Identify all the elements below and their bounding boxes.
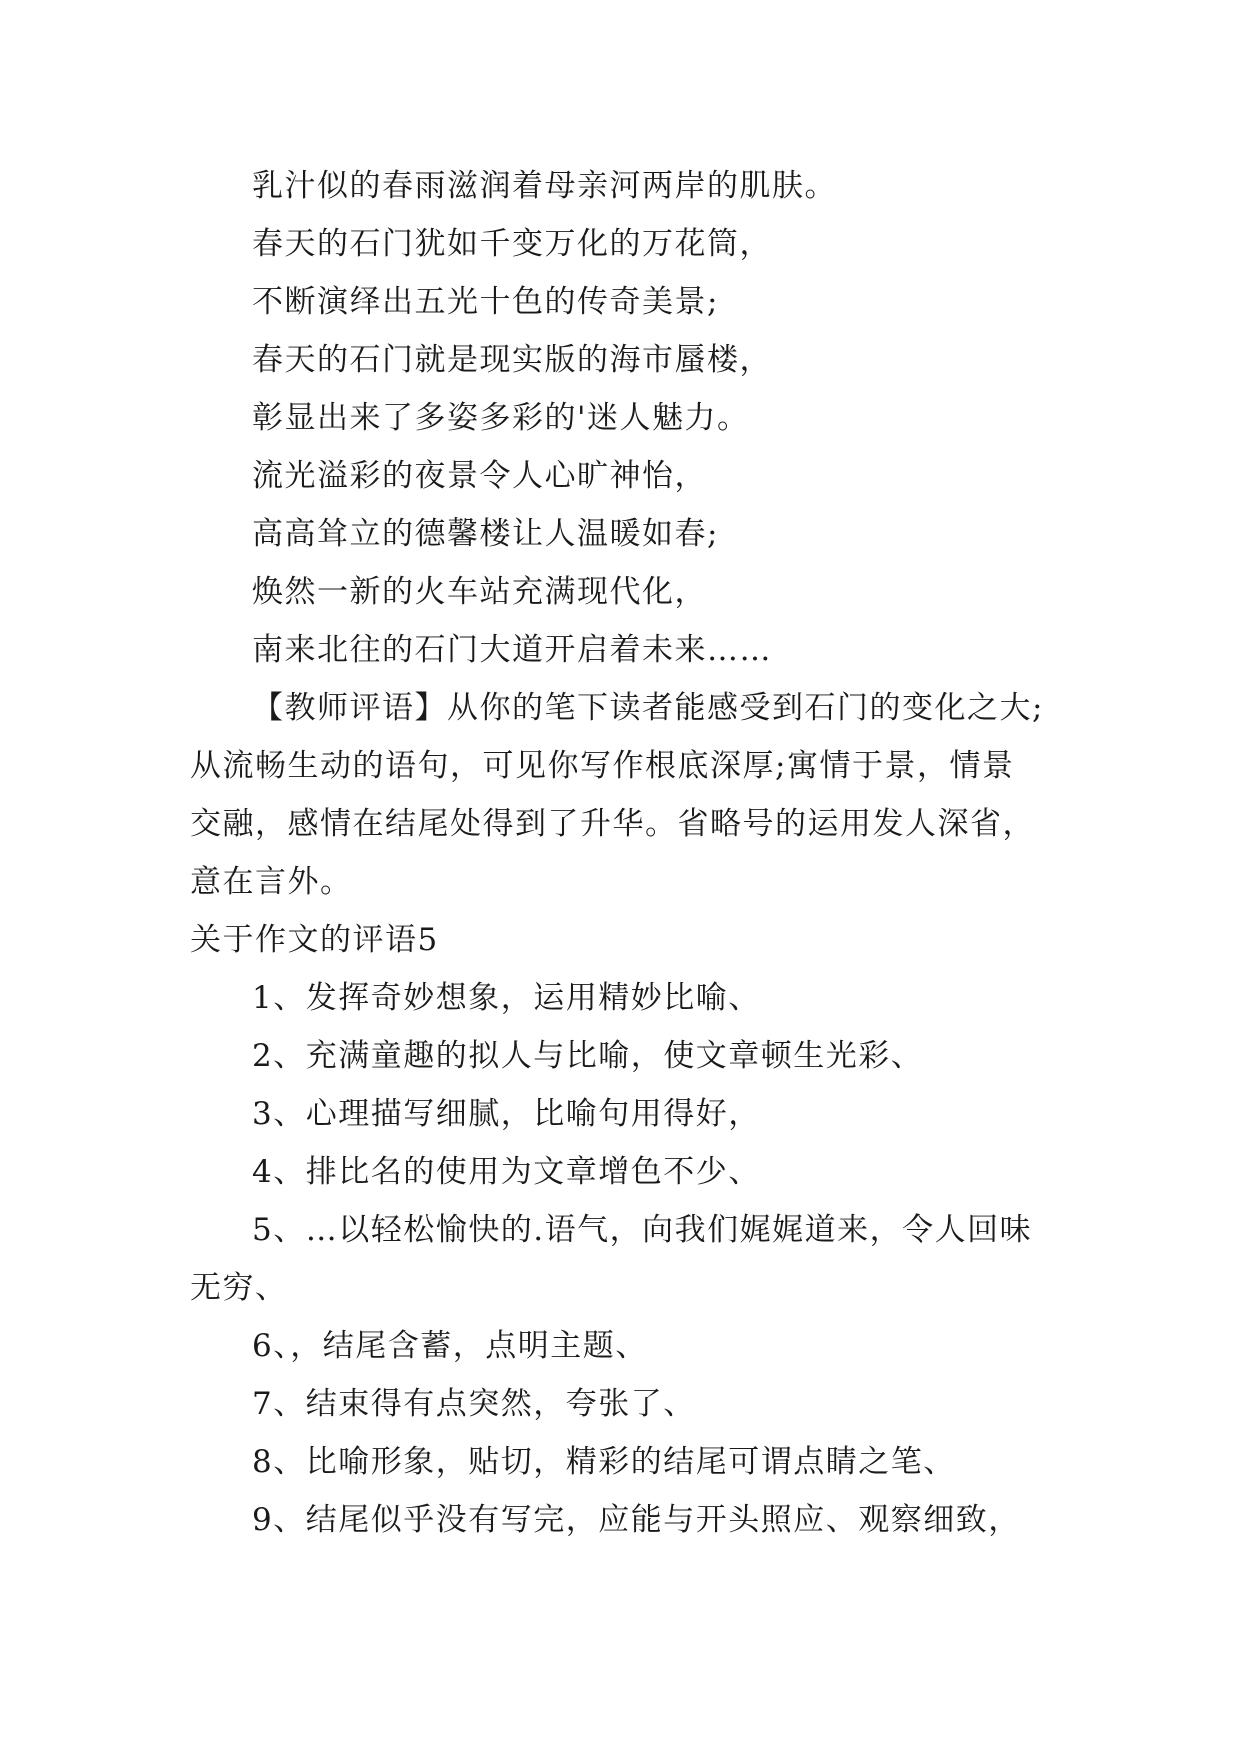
list-item: 3、心理描写细腻，比喻句用得好， [252,1096,761,1132]
list-item: 4、排比名的使用为文章增色不少、 [252,1154,761,1190]
teacher-comment-line: 【教师评语】从你的笔下读者能感受到石门的变化之大; [252,690,1044,726]
poem-line: 高高耸立的德馨楼让人温暖如春; [252,516,719,552]
list-item: 8、比喻形象，贴切，精彩的结尾可谓点睛之笔、 [252,1444,956,1480]
poem-line: 南来北往的石门大道开启着未来…… [252,632,772,668]
list-item: 6、，结尾含蓄，点明主题、 [252,1328,648,1364]
poem-line: 彰显出来了多姿多彩的'迷人魅力。 [252,400,750,436]
poem-line: 春天的石门犹如千变万化的万花筒， [252,226,772,262]
list-item: 2、充满童趣的拟人与比喻，使文章顿生光彩、 [252,1038,924,1074]
poem-line: 春天的石门就是现实版的海市蜃楼， [252,342,772,378]
poem-line: 不断演绎出五光十色的传奇美景; [252,284,719,320]
section-heading: 关于作文的评语5 [190,922,439,958]
list-item-continuation: 无穷、 [190,1270,288,1306]
teacher-comment-line: 从流畅生动的语句，可见你写作根底深厚;寓情于景，情景 [190,748,1015,784]
poem-line: 流光溢彩的夜景令人心旷神怡， [252,458,707,494]
list-item: 9、结尾似乎没有写完，应能与开头照应、观察细致， [252,1502,1021,1538]
list-item: 7、结束得有点突然，夸张了、 [252,1386,696,1422]
poem-line: 焕然一新的火车站充满现代化， [252,574,707,610]
teacher-comment-line: 意在言外。 [190,864,353,900]
list-item: 5、…以轻松愉快的.语气，向我们娓娓道来，令人回味 [252,1212,1033,1248]
poem-line: 乳汁似的春雨滋润着母亲河两岸的肌肤。 [252,168,837,204]
teacher-comment-line: 交融，感情在结尾处得到了升华。省略号的运用发人深省， [190,806,1035,842]
list-item: 1、发挥奇妙想象，运用精妙比喻、 [252,980,761,1016]
